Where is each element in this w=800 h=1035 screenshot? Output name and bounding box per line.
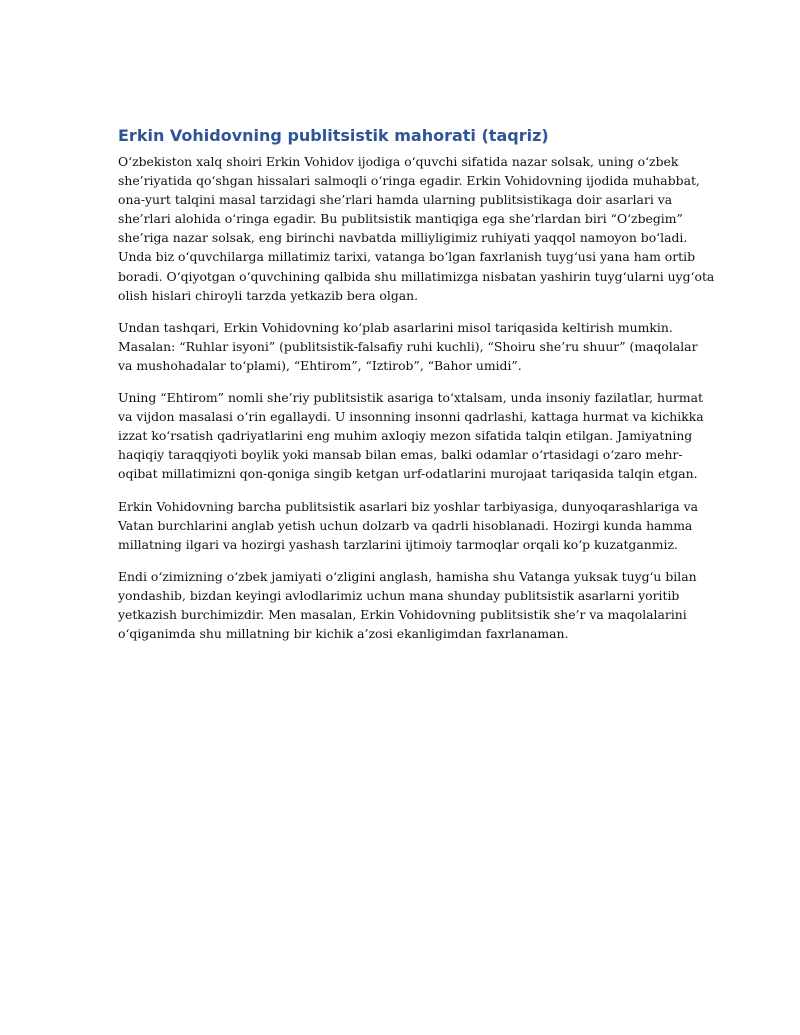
text-line: va mushohadalar to‘plami), “Ehtirom”, “Iztirob”, “Bahor umidi”.: [118, 357, 522, 373]
document-title: Erkin Vohidovning publitsistik mahorati (taqriz): [118, 126, 549, 145]
text-line: ona-yurt talqini masal tarzidagi she’rlari hamda ularning publitsistikaga doir asarlari va: [118, 192, 673, 208]
text-line: haqiqiy taraqqiyoti boylik yoki mansab bilan emas, balki odamlar o‘rtasidagi o‘zaro mehr-: [118, 447, 683, 463]
text-line: Masalan: “Ruhlar isyoni” (publitsistik-falsafiy ruhi kuchli), “Shoiru she’ru shuur” (maqolalar: [118, 338, 698, 354]
text-line: millatning ilgari va hozirgi yashash tarzlarini ijtimoiy tarmoqlar orqali ko‘p kuzatganmiz.: [118, 536, 678, 552]
text-line: izzat ko‘rsatish qadriyatlarini eng muhim axloqiy mezon sifatida talqin etilgan. Jamiyatning: [118, 428, 693, 444]
text-line: Vatan burchlarini anglab yetish uchun dolzarb va qadrli hisoblanadi. Hozirgi kunda hamma: [118, 517, 693, 533]
paragraph-3: [118, 388, 704, 483]
text-line: va vijdon masalasi o‘rin egallaydi. U insonning insonni qadrlashi, kattaga hurmat va kichikka: [118, 409, 704, 425]
text-line: oqibat millatimizni qon-qoniga singib ketgan urf-odatlarini murojaat tariqasida talqin etgan.: [118, 466, 698, 482]
paragraph-2: [118, 318, 698, 375]
text-line: yondashib, bizdan keyingi avlodlarimiz uchun mana shunday publitsistik asarlarni yoritib: [118, 587, 680, 603]
text-line: Uning “Ehtirom” nomli she’riy publitsistik asariga to‘xtalsam, unda insoniy fazilatlar, hurmat: [118, 390, 704, 406]
paragraph-1: [118, 152, 715, 305]
text-line: Endi o‘zimizning o‘zbek jamiyati o‘zligini anglash, hamisha shu Vatanga yuksak tuyg‘u bilan: [118, 568, 697, 584]
text-line: she’rlari alohida o‘ringa egadir. Bu publitsistik mantiqiga ega she’rlardan biri “O‘zbegim”: [118, 211, 683, 227]
paragraph-5: [118, 567, 697, 643]
text-line: Unda biz o‘quvchilarga millatimiz tarixi, vatanga bo‘lgan faxrlanish tuyg‘usi yana ham ortib: [118, 249, 696, 265]
text-line: she’riyatida qo‘shgan hissalari salmoqli o‘ringa egadir. Erkin Vohidovning ijodida muhabbat,: [118, 173, 700, 189]
document-page: [118, 124, 715, 656]
text-line: boradi. O‘qiyotgan o‘quvchining qalbida shu millatimizga nisbatan yashirin tuyg‘ularni uyg‘ota: [118, 268, 715, 284]
text-line: she’riga nazar solsak, eng birinchi navbatda milliyligimiz ruhiyati yaqqol namoyon bo‘ladi.: [118, 230, 688, 246]
paragraph-4: [118, 497, 698, 554]
text-line: Undan tashqari, Erkin Vohidovning ko‘plab asarlarini misol tariqasida keltirish mumkin.: [118, 319, 673, 335]
text-line: O‘zbekiston xalq shoiri Erkin Vohidov ijodiga o‘quvchi sifatida nazar solsak, uning o‘zbek: [118, 154, 679, 169]
text-line: olish hislari chiroyli tarzda yetkazib bera olgan.: [118, 287, 419, 303]
text-line: Erkin Vohidovning barcha publitsistik asarlari biz yoshlar tarbiyasiga, dunyoqarashlariga va: [118, 498, 698, 514]
text-line: yetkazish burchimizdir. Men masalan, Erkin Vohidovning publitsistik she’r va maqolalarini: [118, 606, 687, 622]
text-line: o‘qiganimda shu millatning bir kichik a’zosi ekanligimdan faxrlanaman.: [118, 626, 569, 642]
